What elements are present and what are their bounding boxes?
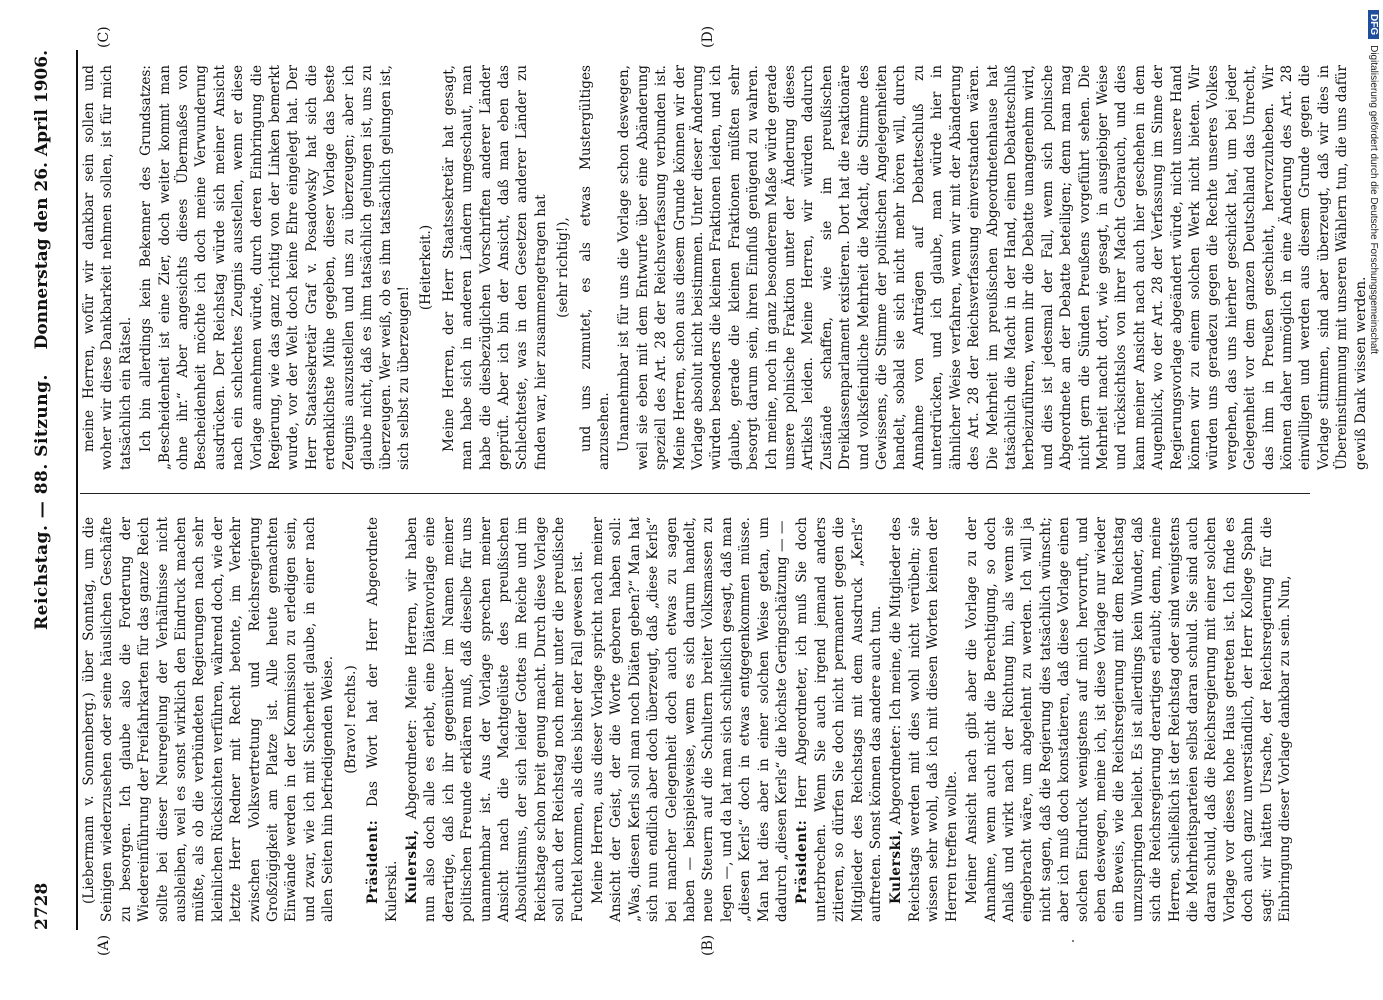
left-column	[80, 517, 1310, 922]
page-number: 2728	[32, 882, 52, 930]
speaker-name: Kulerski,	[403, 829, 420, 904]
session-title: Reichstag. — 88. Sitzung.	[32, 374, 52, 630]
page-header	[14, 50, 78, 930]
paragraph	[80, 65, 135, 470]
marker-a: (A)	[96, 934, 112, 956]
paragraph-text: Meine Herren, aus dieser Vorlage spricht nach meiner Ansicht der Geist, der die Worte geboren haben soll: „Was, diesen Kerls soll man noch Diäten geben?“ Man hat sich nun endlich aber doch überzeugt, daß „diese Kerls“ bei mancher Gelegenheit doch auch etwas zu sagen haben — beispielsweise, wenn es sich darum handelt, neue Steuern auf die Schultern breiter Volksmassen zu legen —, und da hat man sich schließlich gesagt, daß man „diesen Kerls“ doch in etwas entgegenkommen müsse. Man hat dies aber in einer solchen Weise getan, um dadurch „diesen Kerls“ die höchste Geringschätzung — —	[589, 517, 791, 922]
speaker-name: Präsident:	[794, 819, 811, 904]
speaker-name: Präsident:	[365, 819, 382, 904]
paragraph-text: und uns zumutet, es als etwas Mustergültiges anzusehen.	[577, 65, 612, 470]
paragraph-text: Herr Abgeordneter, ich muß Sie doch unterbrechen. Wenn Sie auch irgend jemand anders zitieren, so dürfen Sie doch nicht permanent gegen die Mitglieder des Reichstags mit dem Ausdruck „Kerls“ auftreten. Sonst können das andere auch tun.	[794, 516, 885, 922]
paragraph	[577, 65, 614, 470]
speaker-name: Kulerski,	[888, 829, 905, 904]
marker-c: (C)	[96, 26, 112, 48]
paragraph-text: (Heiterkeit.)	[418, 224, 435, 311]
scan-speck	[1072, 940, 1074, 942]
paragraph-text: Meine Herren, der Herr Staatssekretär hat gesagt, man habe sich in anderen Ländern umgeschaut, man habe die diesbezüglichen Vorschriften anderer Länder geprüft. Aber ich bin der Ansicht, daß man eben das Schlechteste, was in den Gesetzen anderer Länder zu finden war, hier zusammengetragen hat	[440, 65, 549, 470]
credit-text: Digitalisierung gefördert durch die Deutsche Forschungsgemeinschaft	[1368, 45, 1379, 355]
paragraph	[417, 65, 435, 470]
paragraph	[793, 517, 885, 922]
paragraph	[589, 517, 791, 922]
column-divider	[80, 493, 1310, 494]
paragraph	[615, 65, 1370, 470]
paragraph-text: Das Wort hat der Herr Abgeordnete Kulerski.	[365, 516, 400, 922]
paragraph	[403, 517, 587, 922]
paragraph	[554, 65, 572, 470]
paragraph-text: (sehr richtig!),	[555, 217, 572, 318]
marker-d: (D)	[700, 25, 716, 48]
paragraph	[440, 65, 550, 470]
paragraph-text: Abgeordneter: Meine Herren, wir haben nun also doch alle es erlebt, eine Diätenvorlage eine derartige, daß ich ihr gegenüber im Namen meiner politischen Freunde erklären muß, daß dieselbe für uns unannehmbar ist. Aus der Vorlage sprechen meiner Ansicht nach die Machtgelüste des preußischen Absolutismus, der sich leider Gottes im Reiche und im Reichstage schon breit genug macht. Durch diese Vorlage soll auch der Reichstag noch mehr unter die preußische Fuchtel kommen, als dies bisher der Fall gewesen ist.	[403, 517, 586, 922]
paragraph	[137, 65, 413, 470]
paragraph-text: Ich bin allerdings kein Bekenner des Grundsatzes: „Bescheidenheit ist eine Zier, doch weiter kommt man ohne ihr.“ Aber angesichts dieses Übermaßes von Bescheidenheit möchte ich doch meine Verwunderung ausdrücken. Der Reichstag würde sich meiner Ansicht nach ein schlechtes Zeugnis ausstellen, wenn er diese Vorlage annehmen würde, durch deren Einbringung die Regierung, wie das ganz richtig von der Linken bemerkt wurde, vor der Welt doch keine Ehre eingelegt hat. Der Herr Staatssekretär Graf v. Posadowsky hat sich die erdenklichste Mühe gegeben, dieser Vorlage das beste Zeugnis auszustellen und uns zu überzeugen; aber ich glaube nicht, daß es ihm tatsächlich gelungen ist, uns zu überzeugen. Wer weiß, ob es ihm tatsächlich gelungen ist, sich selbst zu überzeugen!	[138, 65, 412, 470]
paragraph	[887, 517, 961, 922]
paragraph	[80, 517, 338, 922]
paragraph-text: (Bravo! rechts.)	[342, 665, 359, 774]
dfg-logo: DFG	[1368, 10, 1379, 39]
digitization-credit	[1361, 10, 1379, 990]
paragraph	[963, 517, 1294, 922]
right-column	[80, 65, 1369, 470]
paragraph	[364, 517, 401, 922]
paragraph-text: Meiner Ansicht nach gibt aber die Vorlage zu der Annahme, wenn auch nicht die Berechtigung, so doch Anlaß und wirkt nach der Richtung hin, als wenn sie eingebracht wäre, um abgelehnt zu werden. Ich will ja nicht sagen, daß die Regierung dies tatsächlich wünscht; aber ich muß doch konstatieren, daß diese Vorlage einen solchen Eindruck wenigstens auf mich hervorruft, und eben deswegen, meine ich, ist diese Vorlage nur wieder ein Beweis, wie die Reichsregierung mit dem Reichstag umzuspringen beliebt. Es ist allerdings kein Wunder, daß sich die Reichsregierung derartiges erlaubt; denn, meine Herren, schließlich ist der Reichstag oder sind wenigstens die Mehrheitsparteien selbst daran schuld. Sie sind auch daran schuld, daß die Reichsregierung mit einer solchen Vorlage vor dieses hohe Haus getreten ist. Ich finde es doch auch ganz unverständlich, der Herr Kollege Spahn sagt: wir hätten Ursache, der Reichsregierung für die Einbringung dieser Vorlage dankbar zu sein. Nun,	[964, 517, 1293, 922]
paragraph-text: Unannehmbar ist für uns die Vorlage schon deswegen, weil sie eben mit dem Entwurfe über eine Abänderung speziell des Art. 28 der Reichsverfassung verbunden ist. Meine Herren, schon aus diesem Grunde können wir der Vorlage absolut nicht beistimmen. Unter dieser Änderung würden besonders die kleinen Fraktionen leiden, und ich glaube, gerade die kleinen Fraktionen müßten sehr besorgt darum sein, ihren Einfluß genügend zu wahren. Ich meine, noch in ganz besonderem Maße würde gerade unsere polnische Fraktion unter der Änderung dieses Artikels leiden. Meine Herren, wir würden dadurch Zustände schaffen, wie sie im preußischen Dreiklassenparlament existieren. Dort hat die reaktionäre und volksfeindliche Mehrheit die Macht, die Stimme des Gewissens, die Stimme der politischen Angelegenheiten handelt, sobald sie sich nicht mehr hören will, durch Annahme von Anträgen auf Debatteschluß zu unterdrücken, und ich glaube, man würde hier in ähnlicher Weise verfahren, wenn wir mit der Abänderung des Art. 28 der Reichsverfassung einverstanden wären. Die Mehrheit im preußischen Abgeordnetenhause hat tatsächlich die Macht in der Hand, einen Debatteschluß herbeizuführen, wenn ihr die Debatte unangenehm wird, und dies ist jedesmal der Fall, wenn sich polnische Abgeordnete an der Debatte beteiligen; denn man mag nicht gern die Sünden Preußens vorgeführt sehen. Die Mehrheit macht dort, wie gesagt, in ausgiebiger Weise und rücksichtslos von ihrer Macht Gebrauch, und dies kann meiner Ansicht nach auch hier geschehen in dem Augenblick, wo der Art. 28 der Verfassung im Sinne der Regierungsvorlage abgeändert würde, nicht unsere Hand können wir zu einem solchen Werk nicht bieten. Wir würden uns geradezu gegen die Rechte unseres Volkes vergehen, das uns hierher geschickt hat, um bei jeder Gelegenheit vor dem ganzen Deutschland das Unrecht, das ihm in Preußen geschieht, hervorzuheben. Wir können daher unmöglich in eine Änderung des Art. 28 einwilligen und werden aus diesem Grunde gegen die Vorlage stimmen, sind aber überzeugt, daß wir dies in Übereinstimmung mit unseren Wählern tun, die uns dafür gewiß Dank wissen werden.	[616, 65, 1369, 470]
marker-b: (B)	[700, 934, 716, 956]
paragraph	[342, 517, 360, 922]
paragraph-text: meine Herren, wofür wir dankbar sein sollen und woher wir diese Dankbarkeit nehmen sollen, ist für mich tatsächlich ein Rätsel.	[81, 65, 134, 470]
paragraph-text: (Liebermann v. Sonnenberg.) über Sonntag, um die Seinigen wiederzusehen oder seine häuslichen Geschäfte zu besorgen. Ich glaube also die Forderung der Wiedereinführung der Freifahrkarten für das ganze Reich sollte bei dieser Neuregelung der Verhältnisse nicht ausbleiben, weil es sonst wirklich den Eindruck machen müßte, als ob die verbündeten Regierungen nach sehr kleinlichen Rücksichten verführen, während doch, wie der letzte Herr Redner mit Recht betonte, im Verkehr zwischen Volksvertretung und Reichsregierung Großzügigkeit am Platze ist. Alle heute gemachten Einwände werden in der Kommission zu erledigen sein, und zwar, wie ich mit Sicherheit glaube, in einer nach allen Seiten hin befriedigenden Weise.	[81, 517, 337, 922]
paragraph-text: Abgeordneter: Ich meine, die Mitglieder des Reichstags werden mit dies wohl nicht verübeln; sie wissen sehr wohl, daß ich mit diesen Worten keinen der Herren treffen wollte.	[888, 516, 960, 922]
session-date: Donnerstag den 26. April 1906.	[32, 50, 52, 350]
